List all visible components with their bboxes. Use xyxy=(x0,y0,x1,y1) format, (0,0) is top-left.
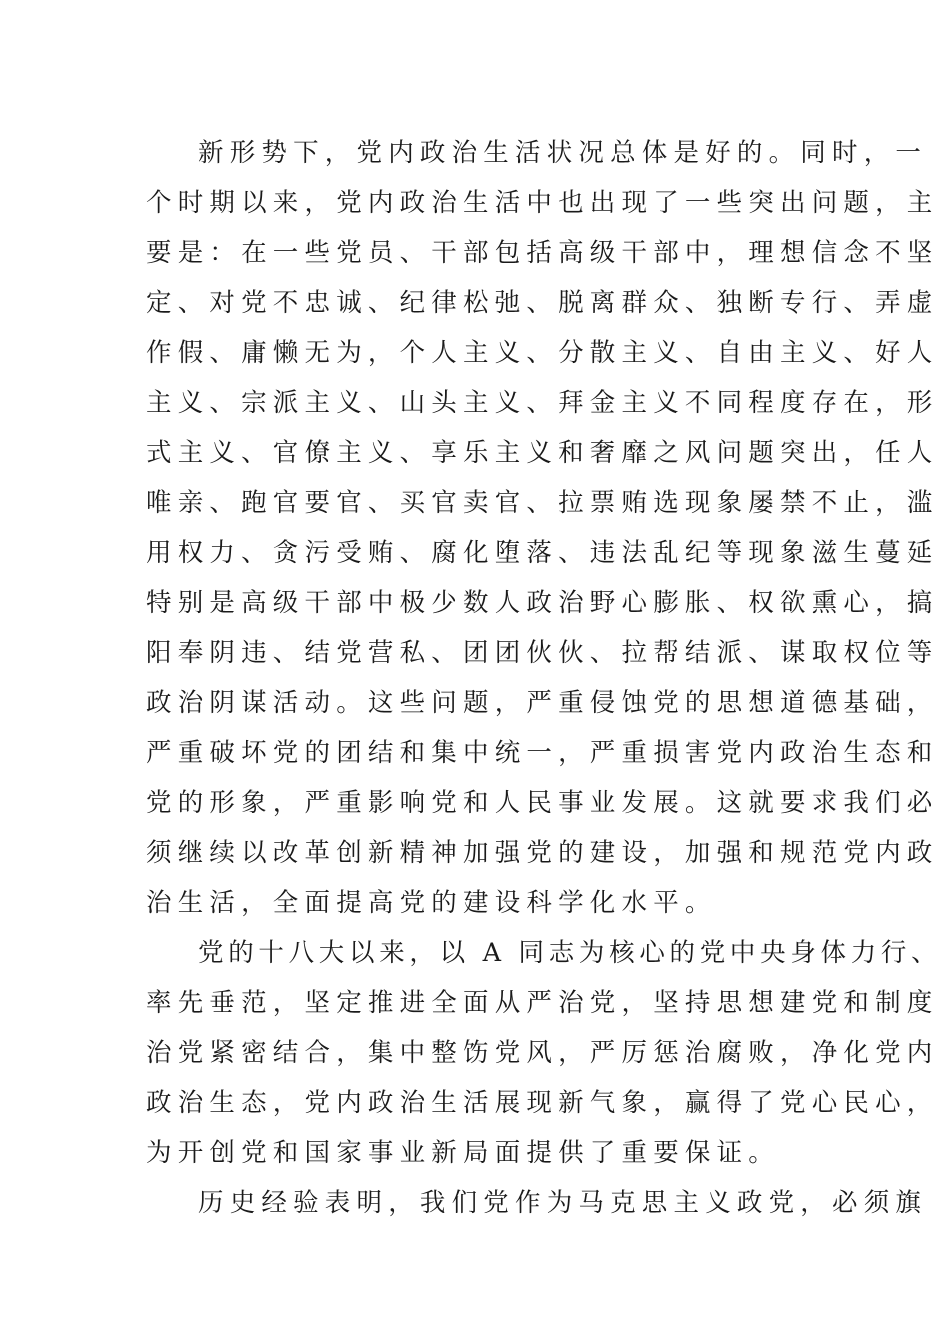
text-line: 作假、庸懒无为，个人主义、分散主义、自由主义、好人 xyxy=(146,338,939,368)
text-line: 政治生态，党内政治生活展现新气象，赢得了党心民心， xyxy=(146,1088,939,1118)
text-line: 率先垂范，坚定推进全面从严治党，坚持思想建党和制度 xyxy=(146,988,939,1018)
text-line: 严重破坏党的团结和集中统一，严重损害党内政治生态和 xyxy=(146,738,939,768)
text-line: 定、对党不忠诚、纪律松弛、脱离群众、独断专行、弄虚 xyxy=(146,288,939,318)
text-line: 阳奉阴违、结党营私、团团伙伙、拉帮结派、谋取权位等 xyxy=(146,638,939,668)
text-line: 治生活，全面提高党的建设科学化水平。 xyxy=(146,888,717,918)
text-line: 用权力、贪污受贿、腐化堕落、违法乱纪等现象滋生蔓延 xyxy=(146,538,939,568)
text-line: 党的十八大以来，以 A 同志为核心的党中央身体力行、 xyxy=(198,938,942,968)
text-line: 政治阴谋活动。这些问题，严重侵蚀党的思想道德基础， xyxy=(146,688,939,718)
text-line: 须继续以改革创新精神加强党的建设，加强和规范党内政 xyxy=(146,838,939,868)
text-line: 要是：在一些党员、干部包括高级干部中，理想信念不坚 xyxy=(146,238,939,268)
text-line: 个时期以来，党内政治生活中也出现了一些突出问题，主 xyxy=(146,188,939,218)
text-line: 主义、宗派主义、山头主义、拜金主义不同程度存在，形 xyxy=(146,388,939,418)
text-line: 党的形象，严重影响党和人民事业发展。这就要求我们必 xyxy=(146,788,939,818)
text-line: 新形势下，党内政治生活状况总体是好的。同时，一 xyxy=(198,138,928,168)
text-line: 唯亲、跑官要官、买官卖官、拉票贿选现象屡禁不止，滥 xyxy=(146,488,939,518)
text-line: 式主义、官僚主义、享乐主义和奢靡之风问题突出，任人 xyxy=(146,438,939,468)
text-line: 治党紧密结合，集中整饬党风，严厉惩治腐败，净化党内 xyxy=(146,1038,939,1068)
text-line: 为开创党和国家事业新局面提供了重要保证。 xyxy=(146,1138,781,1168)
text-line: 特别是高级干部中极少数人政治野心膨胀、权欲熏心，搞 xyxy=(146,588,939,618)
text-line: 历史经验表明，我们党作为马克思主义政党，必须旗 xyxy=(198,1188,928,1218)
